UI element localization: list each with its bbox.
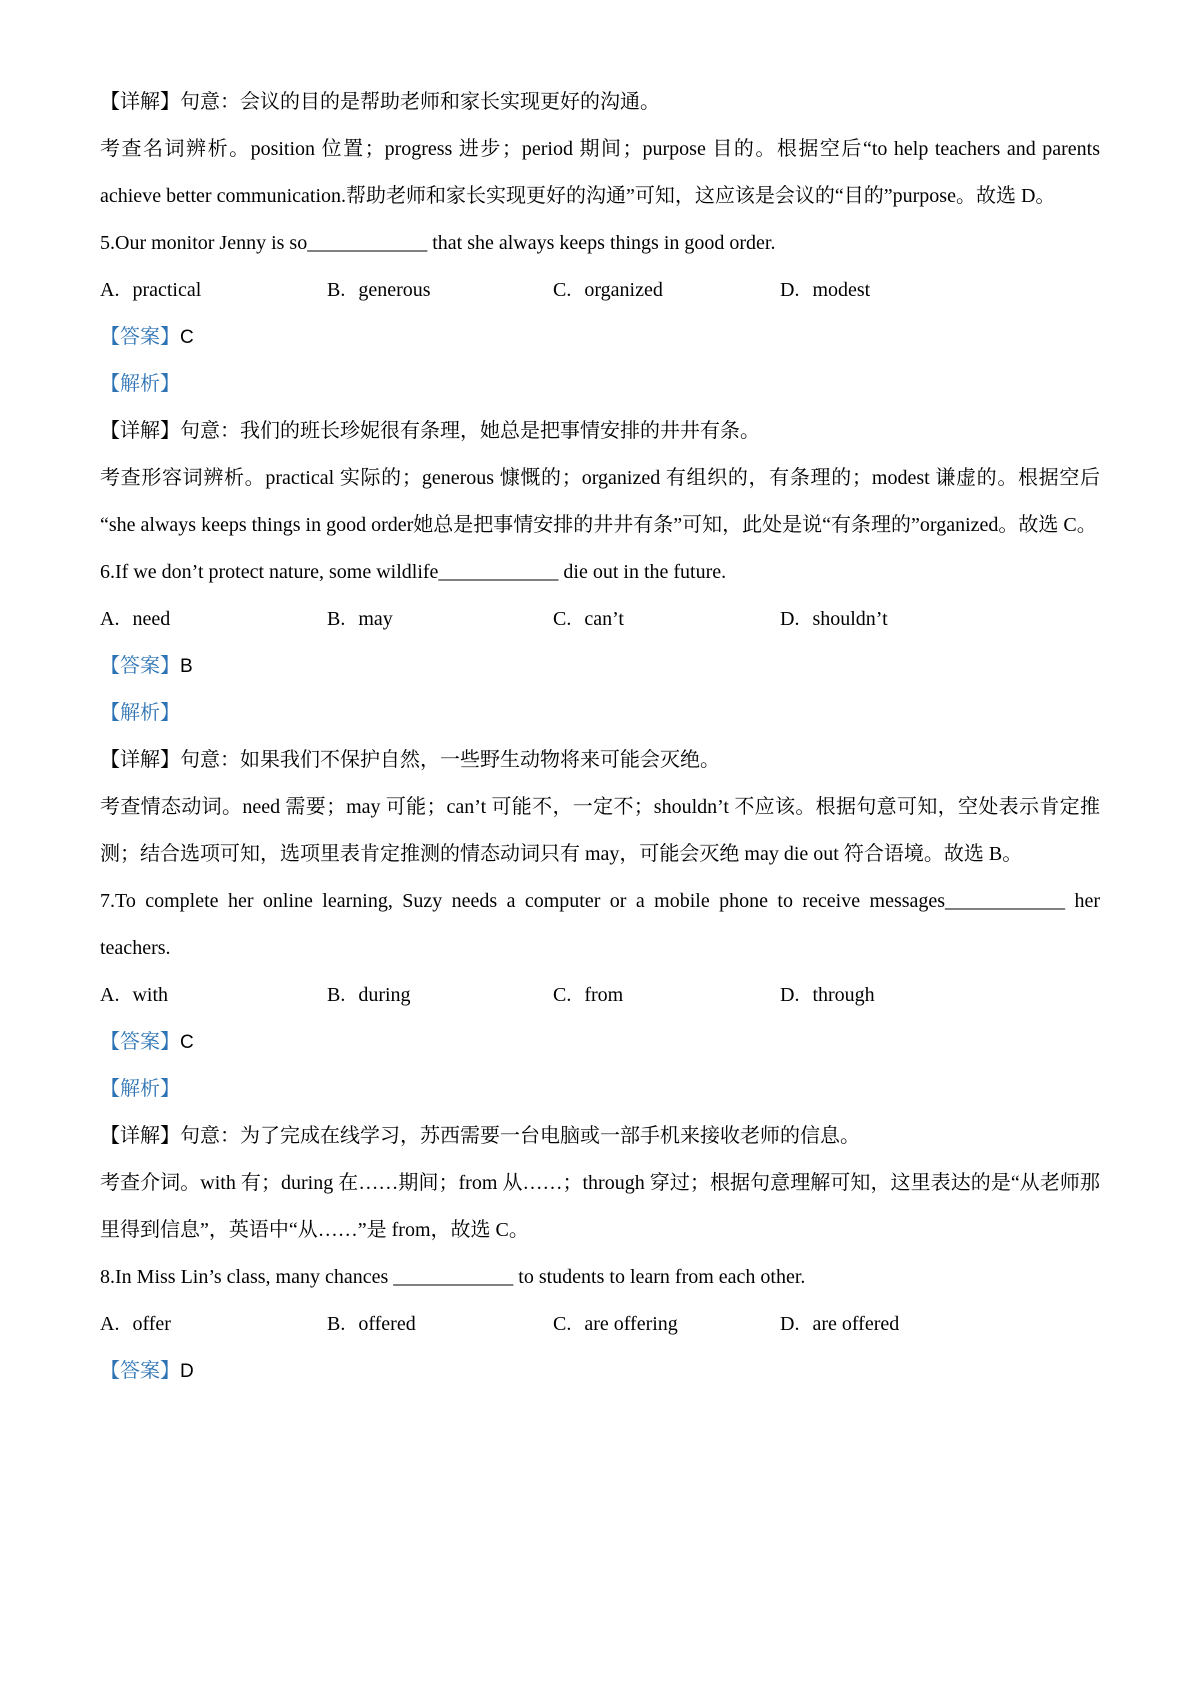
option-text: from	[584, 984, 624, 1006]
option-b	[327, 1301, 553, 1348]
analysis-label: 【解析】	[100, 702, 180, 724]
answer-value: D	[180, 1361, 194, 1382]
option-letter: A.	[100, 1313, 120, 1335]
option-letter: D.	[780, 984, 800, 1006]
option-text: shouldn’t	[812, 608, 888, 630]
answer-value: B	[180, 656, 193, 677]
option-letter: B.	[327, 1313, 346, 1335]
option-text: modest	[812, 279, 871, 301]
q6-answer	[100, 643, 1100, 690]
option-text: may	[358, 608, 393, 630]
q7-stem: 7.To complete her online learning, Suzy needs a computer or a mobile phone to receive messages____________ her teachers.	[100, 890, 1100, 959]
option-text: organized	[584, 279, 663, 301]
option-c	[553, 1301, 780, 1348]
option-letter: A.	[100, 984, 120, 1006]
option-letter: D.	[780, 1313, 800, 1335]
q6-options	[100, 596, 1100, 643]
option-text: practical	[132, 279, 202, 301]
option-letter: B.	[327, 984, 346, 1006]
q7-options	[100, 972, 1100, 1019]
analysis-label: 【解析】	[100, 1078, 180, 1100]
analysis-label: 【解析】	[100, 373, 180, 395]
option-a	[100, 1301, 327, 1348]
option-letter: B.	[327, 608, 346, 630]
answer-label: 【答案】	[100, 326, 180, 348]
q5-analysis	[100, 361, 1100, 408]
option-letter: B.	[327, 279, 346, 301]
answer-label: 【答案】	[100, 1031, 180, 1053]
q7-explanation: 考查介词。with 有；during 在……期间；from 从……；through 穿过；根据句意理解可知，这里表达的是“从老师那里得到信息”，英语中“从……”是 from，故选 C。	[100, 1172, 1100, 1241]
option-c	[553, 596, 780, 643]
option-a	[100, 972, 327, 1019]
option-text: offer	[132, 1313, 171, 1335]
option-text: are offering	[584, 1313, 678, 1335]
answer-value: C	[180, 1032, 194, 1053]
q5-options	[100, 267, 1100, 314]
option-d	[780, 1301, 1100, 1348]
option-d	[780, 267, 1100, 314]
option-letter: D.	[780, 279, 800, 301]
q6-analysis	[100, 690, 1100, 737]
q6-detail-sentence: 【详解】句意：如果我们不保护自然，一些野生动物将来可能会灭绝。	[100, 749, 720, 771]
q4-explanation: 考查名词辨析。position 位置；progress 进步；period 期间；purpose 目的。根据空后“to help teachers and parents achieve better communication.帮助老师和家长实现更好的沟通”可知，这应该是会议的“目的”purpose。故选 D。	[100, 138, 1100, 207]
option-letter: A.	[100, 608, 120, 630]
option-text: with	[132, 984, 169, 1006]
answer-value: C	[180, 327, 194, 348]
option-text: through	[812, 984, 875, 1006]
option-a	[100, 596, 327, 643]
q8-stem: 8.In Miss Lin’s class, many chances ____________ to students to learn from each other.	[100, 1266, 806, 1288]
q5-explanation: 考查形容词辨析。practical 实际的；generous 慷慨的；organized 有组织的，有条理的；modest 谦虚的。根据空后“she always keeps things in good order她总是把事情安排的井井有条”可知，此处是说“有条理的”organized。故选 C。	[100, 467, 1100, 536]
option-text: offered	[358, 1313, 416, 1335]
q6-stem: 6.If we don’t protect nature, some wildlife____________ die out in the future.	[100, 561, 727, 583]
option-text: need	[132, 608, 171, 630]
option-b	[327, 972, 553, 1019]
q4-detail-sentence: 【详解】句意：会议的目的是帮助老师和家长实现更好的沟通。	[100, 91, 660, 113]
q6-explanation: 考查情态动词。need 需要；may 可能；can’t 可能不，一定不；shouldn’t 不应该。根据句意可知，空处表示肯定推测；结合选项可知，选项里表肯定推测的情态动词只有 may，可能会灭绝 may die out 符合语境。故选 B。	[100, 796, 1100, 865]
option-d	[780, 972, 1100, 1019]
option-c	[553, 972, 780, 1019]
q8-answer	[100, 1348, 1100, 1395]
q7-analysis	[100, 1066, 1100, 1113]
option-letter: C.	[553, 984, 572, 1006]
option-letter: D.	[780, 608, 800, 630]
option-c	[553, 267, 780, 314]
option-d	[780, 596, 1100, 643]
q5-answer	[100, 314, 1100, 361]
option-letter: A.	[100, 279, 120, 301]
option-b	[327, 267, 553, 314]
answer-label: 【答案】	[100, 655, 180, 677]
q5-detail-sentence: 【详解】句意：我们的班长珍妮很有条理，她总是把事情安排的井井有条。	[100, 420, 760, 442]
q7-detail-sentence: 【详解】句意：为了完成在线学习，苏西需要一台电脑或一部手机来接收老师的信息。	[100, 1125, 860, 1147]
option-text: generous	[358, 279, 431, 301]
option-letter: C.	[553, 1313, 572, 1335]
option-a	[100, 267, 327, 314]
option-text: can’t	[584, 608, 624, 630]
option-b	[327, 596, 553, 643]
q7-answer	[100, 1019, 1100, 1066]
q8-options	[100, 1301, 1100, 1348]
option-letter: C.	[553, 279, 572, 301]
q5-stem: 5.Our monitor Jenny is so____________ that she always keeps things in good order.	[100, 232, 776, 254]
option-text: are offered	[812, 1313, 900, 1335]
answer-label: 【答案】	[100, 1360, 180, 1382]
option-text: during	[358, 984, 411, 1006]
option-letter: C.	[553, 608, 572, 630]
